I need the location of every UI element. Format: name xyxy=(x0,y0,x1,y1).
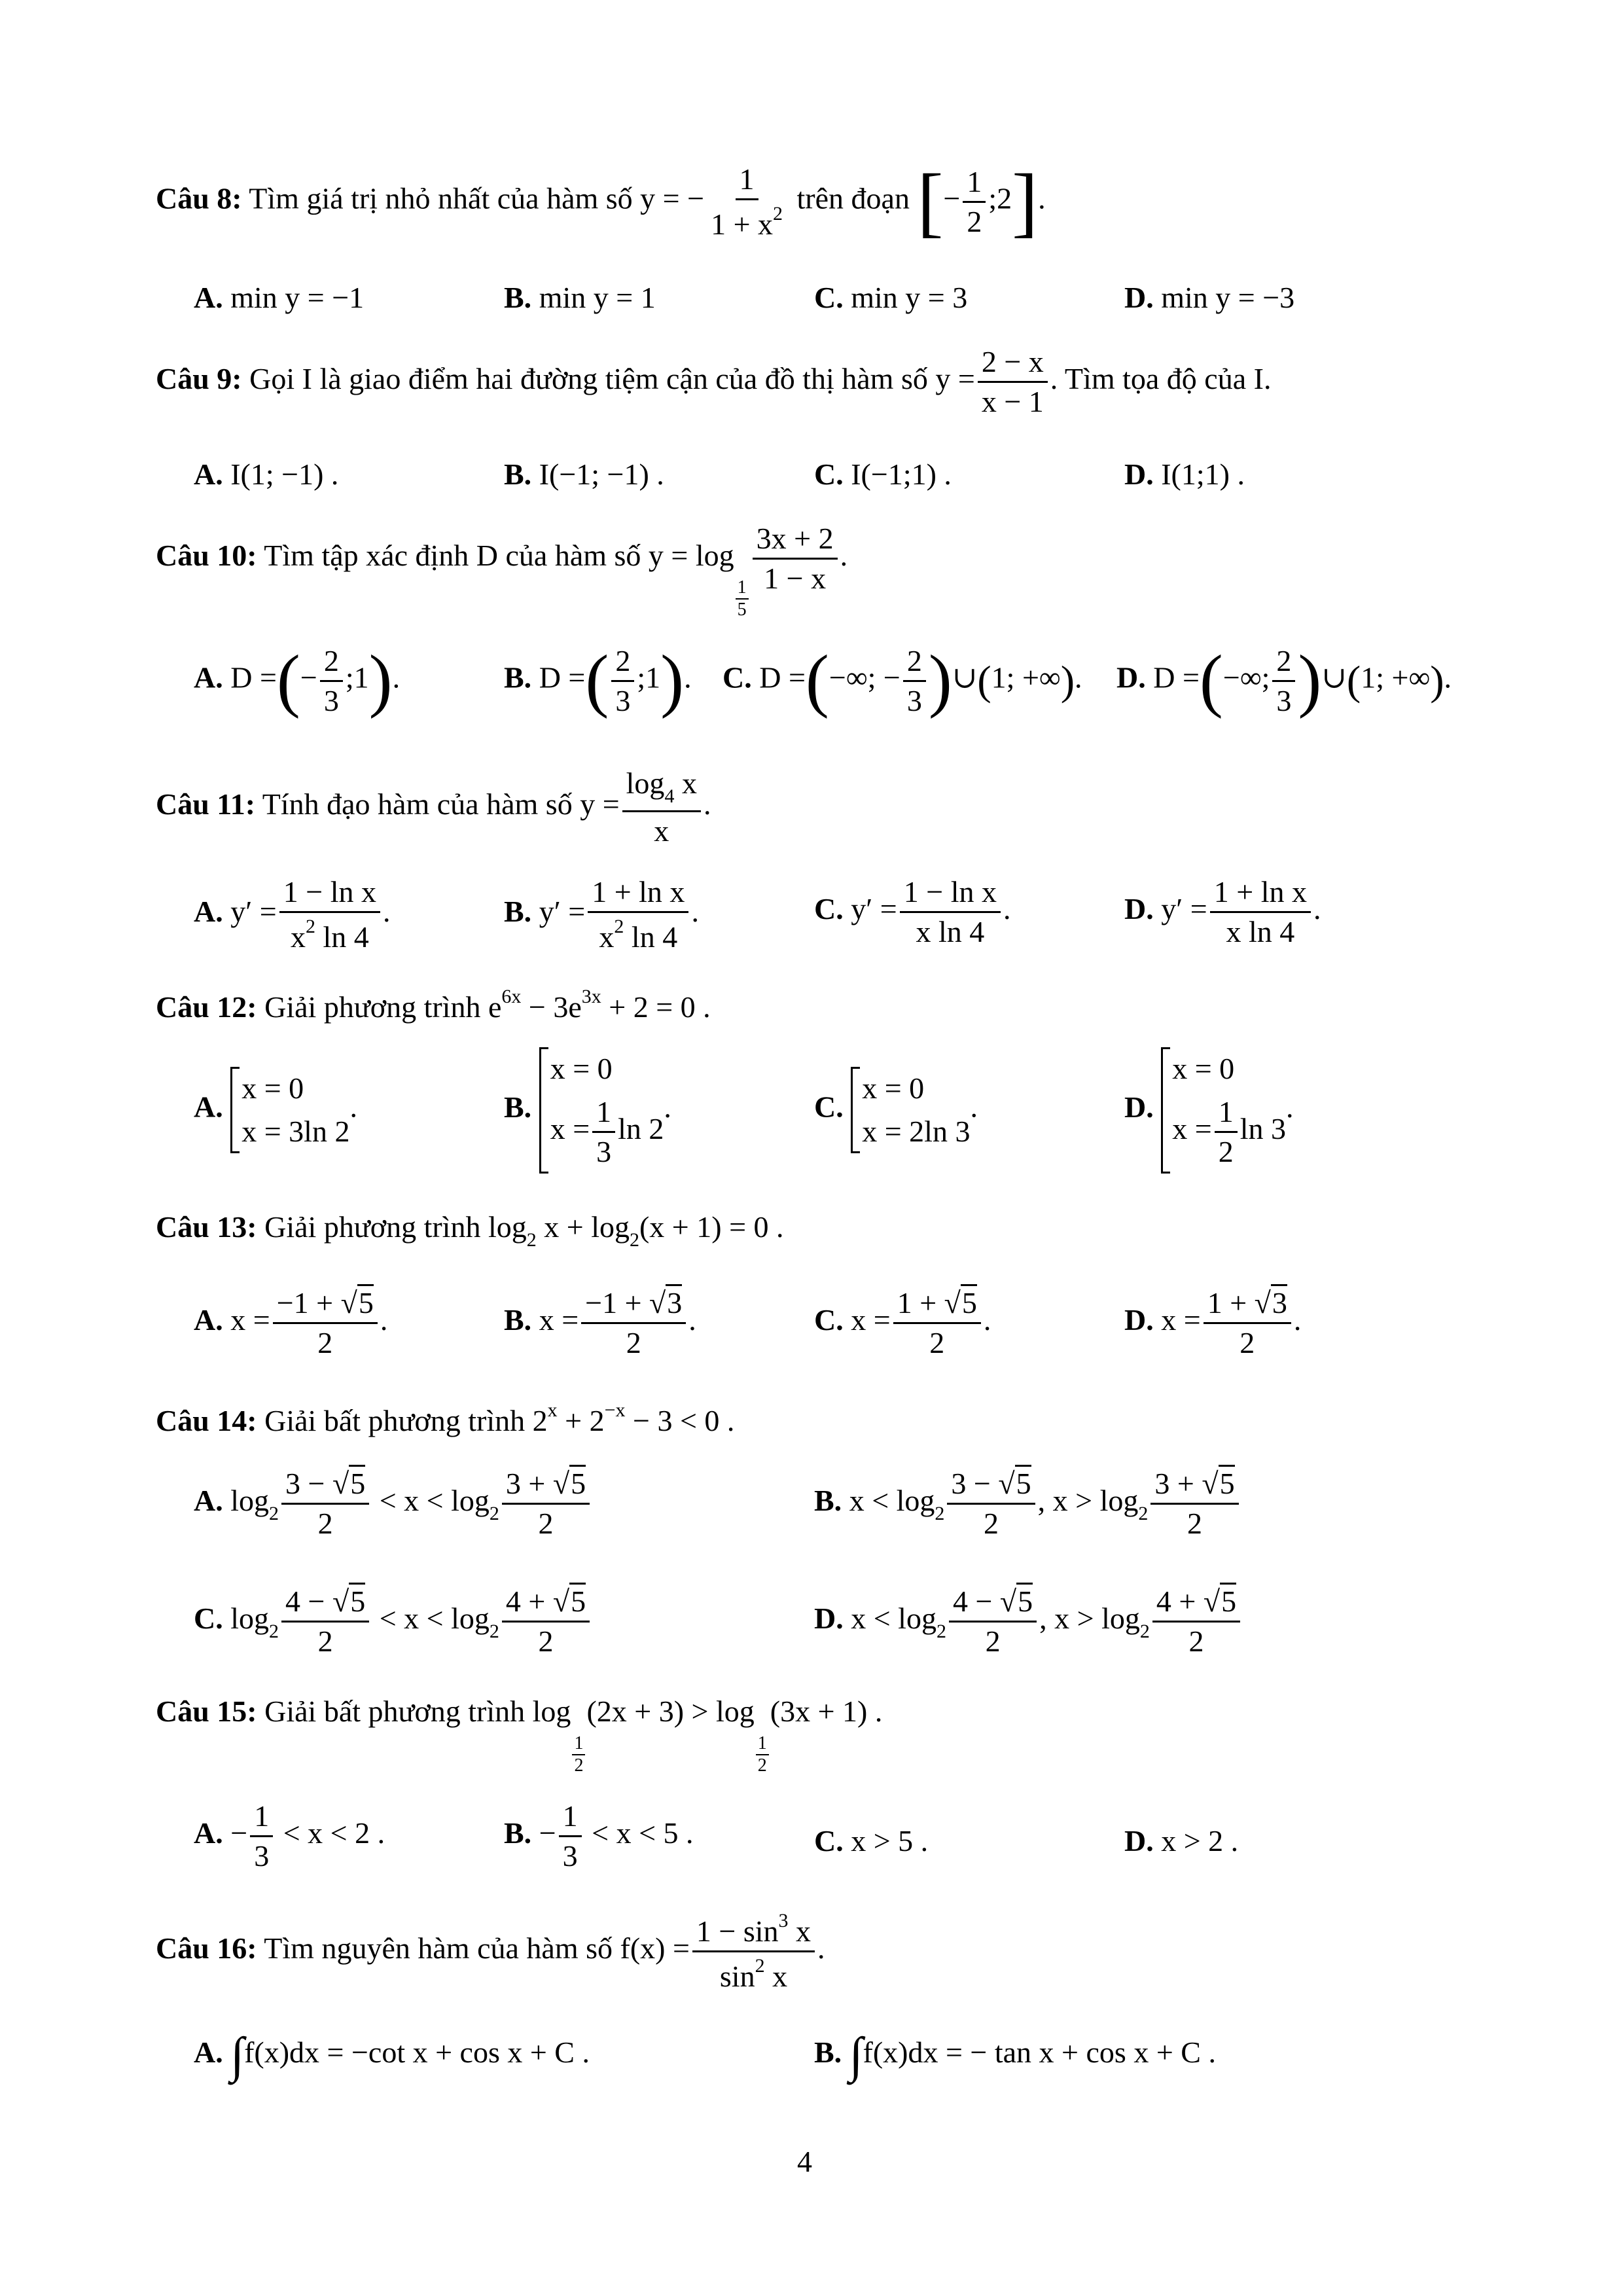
option-d[interactable]: D. y′ = $\frac{\text{1 + ln x}}{\text{x ln 4}}$ . xyxy=(1124,875,1321,948)
option-a[interactable]: A. y′ = $\frac{\text{1 − ln x}}{x^2 \ln 4}$ . xyxy=(194,875,391,954)
question-12: Câu 12: Giải phương trình $e^{6x} - 3e^{3x} + 2 = 0$ . xyxy=(156,986,711,1024)
interval-text: trên đoạn xyxy=(796,181,910,215)
equation-system: x = 0 x = 2ln 3 xyxy=(851,1067,970,1153)
question-8: Câu 8: Tìm giá trị nhỏ nhất của hàm số y = − $\frac{1}{1 + x^2}$ trên đoạn [− $\frac{1}{2}$ ;2]. xyxy=(156,158,1046,245)
question-label: Câu 16: xyxy=(156,1931,257,1965)
question-label: Câu 11: xyxy=(156,787,256,821)
fraction: $\frac{1 - \sin^3 x}{\sin^2 x}$ xyxy=(692,1911,815,1992)
option-a[interactable]: A. I(1; −1) . xyxy=(194,457,339,491)
option-d[interactable]: D. I(1;1) . xyxy=(1124,457,1245,491)
question-text: Giải phương trình xyxy=(264,990,481,1024)
fraction: $\frac{3x + 2}{1 - x}$ xyxy=(753,524,838,594)
option-b[interactable]: B. D =( $\frac{2}{3}$ ;1). xyxy=(504,641,692,719)
equation-system: x = 0 x = $\frac{1}{3}$ ln 2 xyxy=(539,1047,664,1174)
option-a[interactable]: A. x = 0 x = 3ln 2 . xyxy=(194,1067,357,1153)
option-a[interactable]: A. $\log_2$ $\frac{3 - √5}{2}$ < $x < \log_2$ $\frac{3 + √5}{2}$ xyxy=(194,1469,592,1539)
option-b[interactable]: B. I(−1; −1) . xyxy=(504,457,664,491)
option-b[interactable]: B. x = 0 x = $\frac{1}{3}$ ln 2 . xyxy=(504,1047,671,1174)
question-label: Câu 14: xyxy=(156,1404,257,1437)
fraction: $\frac{2 - x}{x - 1}$ xyxy=(978,347,1048,417)
option-c[interactable]: C. x > 5 . xyxy=(814,1824,929,1857)
question-text: Giải bất phương trình xyxy=(264,1695,526,1728)
option-c[interactable]: C. D =(−∞; − $\frac{2}{3}$ )∪(1; +∞). xyxy=(722,641,1082,719)
bracket-open: [ xyxy=(917,158,944,245)
option-c[interactable]: C. y′ = $\frac{\text{1 − ln x}}{\text{x ln 4}}$ . xyxy=(814,875,1011,948)
option-a[interactable]: A. ∫f(x)dx = −cot x + cos x + C . xyxy=(194,2028,590,2083)
question-15: Câu 15: Giải bất phương trình log $\frac{1}{2}$ (2x + 3) > log $\frac{1}{2}$ (3x + 1) . xyxy=(156,1695,883,1776)
page-number: 4 xyxy=(797,2145,812,2178)
option-b[interactable]: B. y′ = $\frac{\text{1 + ln x}}{x^2 \ln 4}$ . xyxy=(504,875,699,954)
question-11: Câu 11: Tính đạo hàm của hàm số y = $\frac{\log_4 x}{x}$ . xyxy=(156,766,711,848)
option-b[interactable]: B. − $\frac{1}{3}$ < x < 5 . xyxy=(504,1799,694,1873)
question-label: Câu 15: xyxy=(156,1695,257,1728)
question-text: Tìm giá trị nhỏ nhất của hàm số xyxy=(249,181,633,215)
option-c[interactable]: C. x = 0 x = 2ln 3 . xyxy=(814,1067,978,1153)
question-16: Câu 16: Tìm nguyên hàm của hàm số f(x) = $\frac{1 - \sin^3 x}{\sin^2 x}$ . xyxy=(156,1910,825,1993)
question-text: Giải phương trình xyxy=(264,1210,481,1244)
option-c[interactable]: C. I(−1;1) . xyxy=(814,457,952,491)
option-d[interactable]: D. x = 0 x = $\frac{1}{2}$ ln 3 . xyxy=(1124,1047,1293,1174)
option-a[interactable]: A. − $\frac{1}{3}$ < x < 2 . xyxy=(194,1799,385,1873)
question-text: Tính đạo hàm của hàm số xyxy=(262,787,573,821)
option-d[interactable]: D. $x < \log_2$ $\frac{4 - √5}{2}$ , $x > \log_2$ $\frac{4 + √5}{2}$ xyxy=(814,1587,1243,1657)
question-label: Câu 12: xyxy=(156,990,257,1024)
option-b[interactable]: B. min y = 1 xyxy=(504,281,656,314)
option-d[interactable]: D. min y = −3 xyxy=(1124,281,1295,314)
question-label: Câu 9: xyxy=(156,362,242,396)
option-c[interactable]: C. x = $\frac{1 + √5}{2}$ . xyxy=(814,1288,991,1358)
option-c[interactable]: C. $\log_2$ $\frac{4 - √5}{2}$ < $x < \log_2$ $\frac{4 + √5}{2}$ xyxy=(194,1587,592,1657)
equation-system: x = 0 x = $\frac{1}{2}$ ln 3 xyxy=(1161,1047,1286,1174)
option-b[interactable]: B. ∫f(x)dx = − tan x + cos x + C . xyxy=(814,2028,1216,2083)
option-d[interactable]: D. x = $\frac{1 + √3}{2}$ . xyxy=(1124,1288,1301,1358)
option-b[interactable]: B. $x < \log_2$ $\frac{3 - √5}{2}$ , $x > \log_2$ $\frac{3 + √5}{2}$ xyxy=(814,1469,1241,1539)
bracket-close: ] xyxy=(1012,158,1039,245)
fraction: $\frac{\log_4 x}{x}$ xyxy=(622,768,701,846)
question-text: Giải bất phương trình xyxy=(264,1404,526,1437)
option-a[interactable]: A. x = $\frac{-1 + √5}{2}$ . xyxy=(194,1288,387,1358)
log-base: $\frac{1}{2}$ xyxy=(572,1734,585,1775)
option-a[interactable]: A. D =(− $\frac{2}{3}$ ;1). xyxy=(194,641,401,719)
fraction: $\frac{1}{2}$ xyxy=(963,167,986,237)
question-9: Câu 9: Gọi I là giao điểm hai đường tiệm cận của đồ thị hàm số y = $\frac{2 - x}{x - 1}$ . Tìm tọa độ của I. xyxy=(156,345,1272,418)
integral-icon: ∫ xyxy=(849,2028,863,2083)
question-label: Câu 10: xyxy=(156,539,257,573)
question-text: Tìm tập xác định D của hàm số xyxy=(264,539,641,573)
question-13: Câu 13: Giải phương trình $\log_2 x + \log_2(x + 1) = 0$ . xyxy=(156,1210,784,1251)
log-base: $\frac{1}{2}$ xyxy=(756,1734,769,1775)
option-d[interactable]: D. x > 2 . xyxy=(1124,1824,1239,1857)
question-label: Câu 8: xyxy=(156,181,242,215)
integral-icon: ∫ xyxy=(230,2028,245,2083)
question-text: Gọi I là giao điểm hai đường tiệm cận của đồ thị hàm số xyxy=(249,362,928,396)
fraction: $\frac{1}{1 + x^2}$ xyxy=(711,162,783,241)
question-10: Câu 10: Tìm tập xác định D của hàm số y = log $\frac{1}{5}$ $\frac{3x + 2}{1 - x}$ . xyxy=(156,522,848,620)
question-text: Tìm nguyên hàm của hàm số xyxy=(264,1931,613,1965)
log-base: $\frac{1}{5}$ xyxy=(736,579,749,619)
option-c[interactable]: C. min y = 3 xyxy=(814,281,968,314)
option-a[interactable]: A. min y = −1 xyxy=(194,281,365,314)
question-14: Câu 14: Giải bất phương trình $2^x + 2^{-x} - 3 < 0$ . xyxy=(156,1399,735,1437)
formula-lhs: y = − xyxy=(640,181,705,215)
equation-system: x = 0 x = 3ln 2 xyxy=(230,1067,349,1153)
option-b[interactable]: B. x = $\frac{-1 + √3}{2}$ . xyxy=(504,1288,696,1358)
option-d[interactable]: D. D =(−∞; $\frac{2}{3}$ )∪(1; +∞). xyxy=(1116,641,1452,719)
question-label: Câu 13: xyxy=(156,1210,257,1244)
